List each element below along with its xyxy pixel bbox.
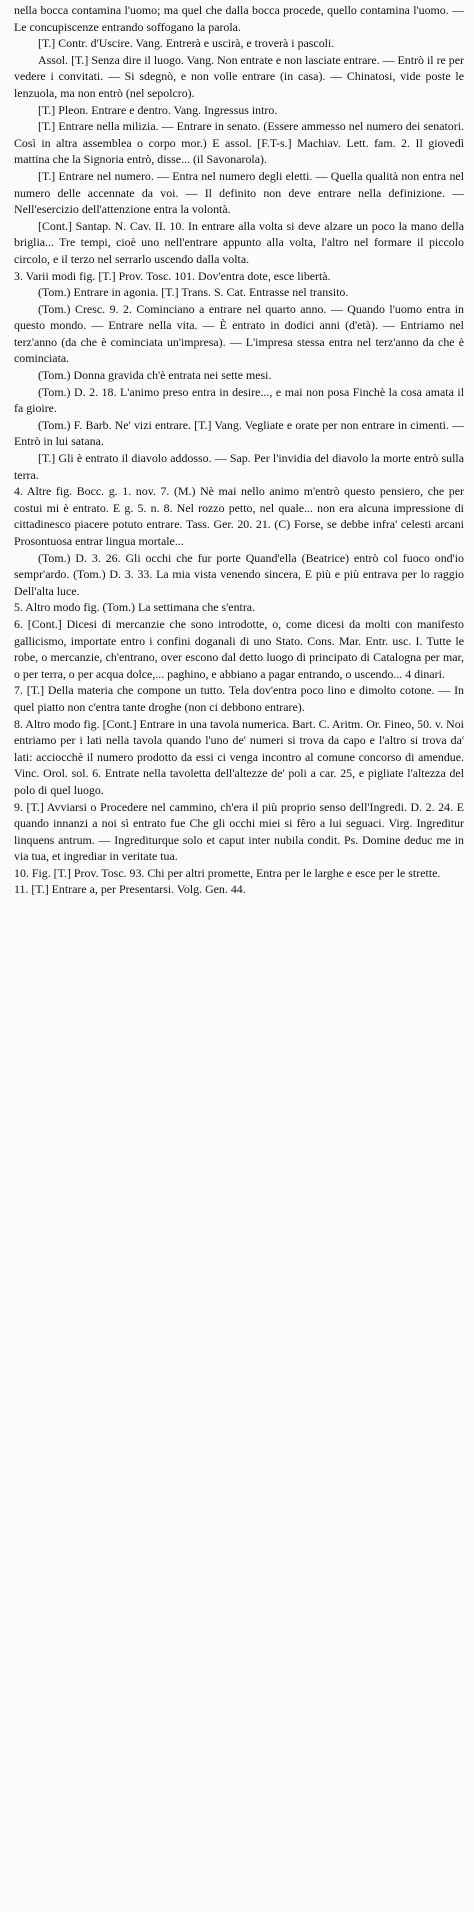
entry-paragraph-cresc: (Tom.) Cresc. 9. 2. Cominciano a entrare nel quarto anno. — Quando l'uomo entra in questo mondo. — Entrare nella vita. — È entrato in dodici anni (d'età). — Entriamo nel terz'anno (da che è cominciata un'impresa). — L'impresa stessa entra nel terz'anno da che è cominciata.: [14, 301, 464, 366]
entry-paragraph-assol: Assol. [T.] Senza dire il luogo. Vang. Non entrate e non lasciate entrare. — Entrò il re per vedere i convitati. — Si sdegnò, e non volle entrare (in casa). — Chinatosi, vide poste le lenzuola, ma non entrò (nel sepolcro).: [14, 52, 464, 100]
entry-paragraph-milizia: [T.] Entrare nella milizia. — Entrare in senato. (Essere ammesso nel numero dei senatori. Così in altra assemblea o corpo mor.) E assol. [F.T-s.] Machiav. Lett. fam. 2. Il giovedì mattina che la Signoria entrò, disse... (il Savonarola).: [14, 119, 464, 167]
entry-sense-6: 6. [Cont.] Dicesi di mercanzie che sono introdotte, o, come dicesi da molti con manifesto gallicismo, importate entro i confini doganali di uno Stato. Cons. Mar. Entr. usc. I. Tutte le robe, o mercanzie, ch'entrano, over escono dal detto luogo di principato di Catalogna per mar, o per terra, o per acqua dolce,... paghino, e abbiano a pagar entrando, o uscendo... 4 dinari.: [14, 616, 464, 681]
entry-sense-5: 5. Altro modo fig. (Tom.) La settimana che s'entra.: [14, 600, 256, 615]
entry-paragraph-diavolo: [T.] Gli è entrato il diavolo addosso. — Sap. Per l'invidia del diavolo la morte entrò sulla terra.: [14, 451, 464, 482]
entry-sense-7: 7. [T.] Della materia che compone un tutto. Tela dov'entra poco lino e dimolto cotone. — In quel piatto non c'entra tante droghe (non ci debbono entrare).: [14, 683, 464, 714]
entry-sense-9: 9. [T.] Avviarsi o Procedere nel cammino, ch'era il più proprio senso dell'Ingredi. D. 2. 24. E quando innanzi a noi sì entrato fue Che gli occhi miei si fêro a lui seguaci. Virg. Ingreditur linquens antrum. — Ingrediturque solo et caput inter nubila condit. Ps. Domine deduc me in via tua, et ingrediar in veritate tua.: [14, 799, 464, 864]
entry-paragraph-donna-gravida: (Tom.) Donna gravida ch'è entrata nei sette mesi.: [38, 368, 272, 383]
entry-paragraph-agonia: (Tom.) Entrare in agonia. [T.] Trans. S. Cat. Entrasse nel transito.: [38, 285, 349, 300]
entry-paragraph-continuation: nella bocca contamina l'uomo; ma quel che dalla bocca procede, quello contamina l'uomo. — Le concupiscenze entrando soffogano la parola.: [14, 3, 464, 34]
entry-paragraph-barb: (Tom.) F. Barb. Ne' vizi entrare. [T.] Vang. Vegliate e orate per non entrare in cimenti. — Entrò in lui satana.: [14, 417, 464, 449]
entry-paragraph-dante-2-18: (Tom.) D. 2. 18. L'animo preso entra in desire..., e mai non posa Finchè la cosa amata il fa gioire.: [14, 384, 464, 416]
entry-paragraph-pleon: [T.] Pleon. Entrare e dentro. Vang. Ingressus intro.: [38, 102, 278, 117]
entry-paragraph-contr-uscire: [T.] Contr. d'Uscire. Vang. Entrerà e uscirà, e troverà i pascoli.: [38, 36, 335, 51]
entry-sense-3: 3. Varii modi fig. [T.] Prov. Tosc. 101. Dov'entra dote, esce libertà.: [14, 268, 331, 283]
entry-paragraph-santap: [Cont.] Santap. N. Cav. II. 10. In entrare alla volta si deve alzare un poco la mano della briglia... Tre tempi, cioè uno nell'entrare appunto alla volta, l'altro nel formare il piccolo circolo, e il terzo nel serrarlo uscendo dalla volta.: [14, 218, 464, 266]
entry-sense-11: 11. [T.] Entrare a, per Presentarsi. Volg. Gen. 44.: [14, 882, 246, 897]
entry-paragraph-dante-3: (Tom.) D. 3. 26. Gli occhi che fur porte Quand'ella (Beatrice) entrò col fuoco ond'io sempr'ardo. (Tom.) D. 3. 33. La mia vista venendo sincera, E più e più entrava per lo raggio Dell'alta luce.: [14, 550, 464, 598]
entry-sense-4: 4. Altre fig. Bocc. g. 1. nov. 7. (M.) Nè mai nello animo m'entrò questo pensiero, che per costui mi è entrato. E g. 5. n. 8. Nel rozzo petto, nel quale... non era alcuna impressione di cittadinesco piacere potuto entrare. Tass. Ger. 20. 21. (C) Forse, se debbe infra' celesti arcani Prosontuosa entrar lingua mortale...: [14, 484, 464, 548]
entry-paragraph-numero: [T.] Entrare nel numero. — Entra nel numero degli eletti. — Quella qualità non entra nel numero delle accennate da voi. — Il definito non deve entrare nella definizione. — Nell'esercizio dell'attenzione entra la volontà.: [14, 168, 464, 217]
entry-sense-10: 10. Fig. [T.] Prov. Tosc. 93. Chi per altri promette, Entra per le larghe e esce per le strette.: [14, 865, 441, 880]
entry-sense-8: 8. Altro modo fig. [Cont.] Entrare in una tavola numerica. Bart. C. Aritm. Or. Fineo, 50. v. Noi entriamo per i lati nella tavola quando l'uno de' numeri si trova da capo e l'altro si trova da' lati: acciocchè il numero prodotto da essi ci venga incontro al comune concorso di amendue. Vinc. Orol. sol. 6. Entrate nella tavoletta dell'altezze de' poli a car. 25, e pigliate l'altezza del polo di quel luogo.: [14, 716, 464, 797]
